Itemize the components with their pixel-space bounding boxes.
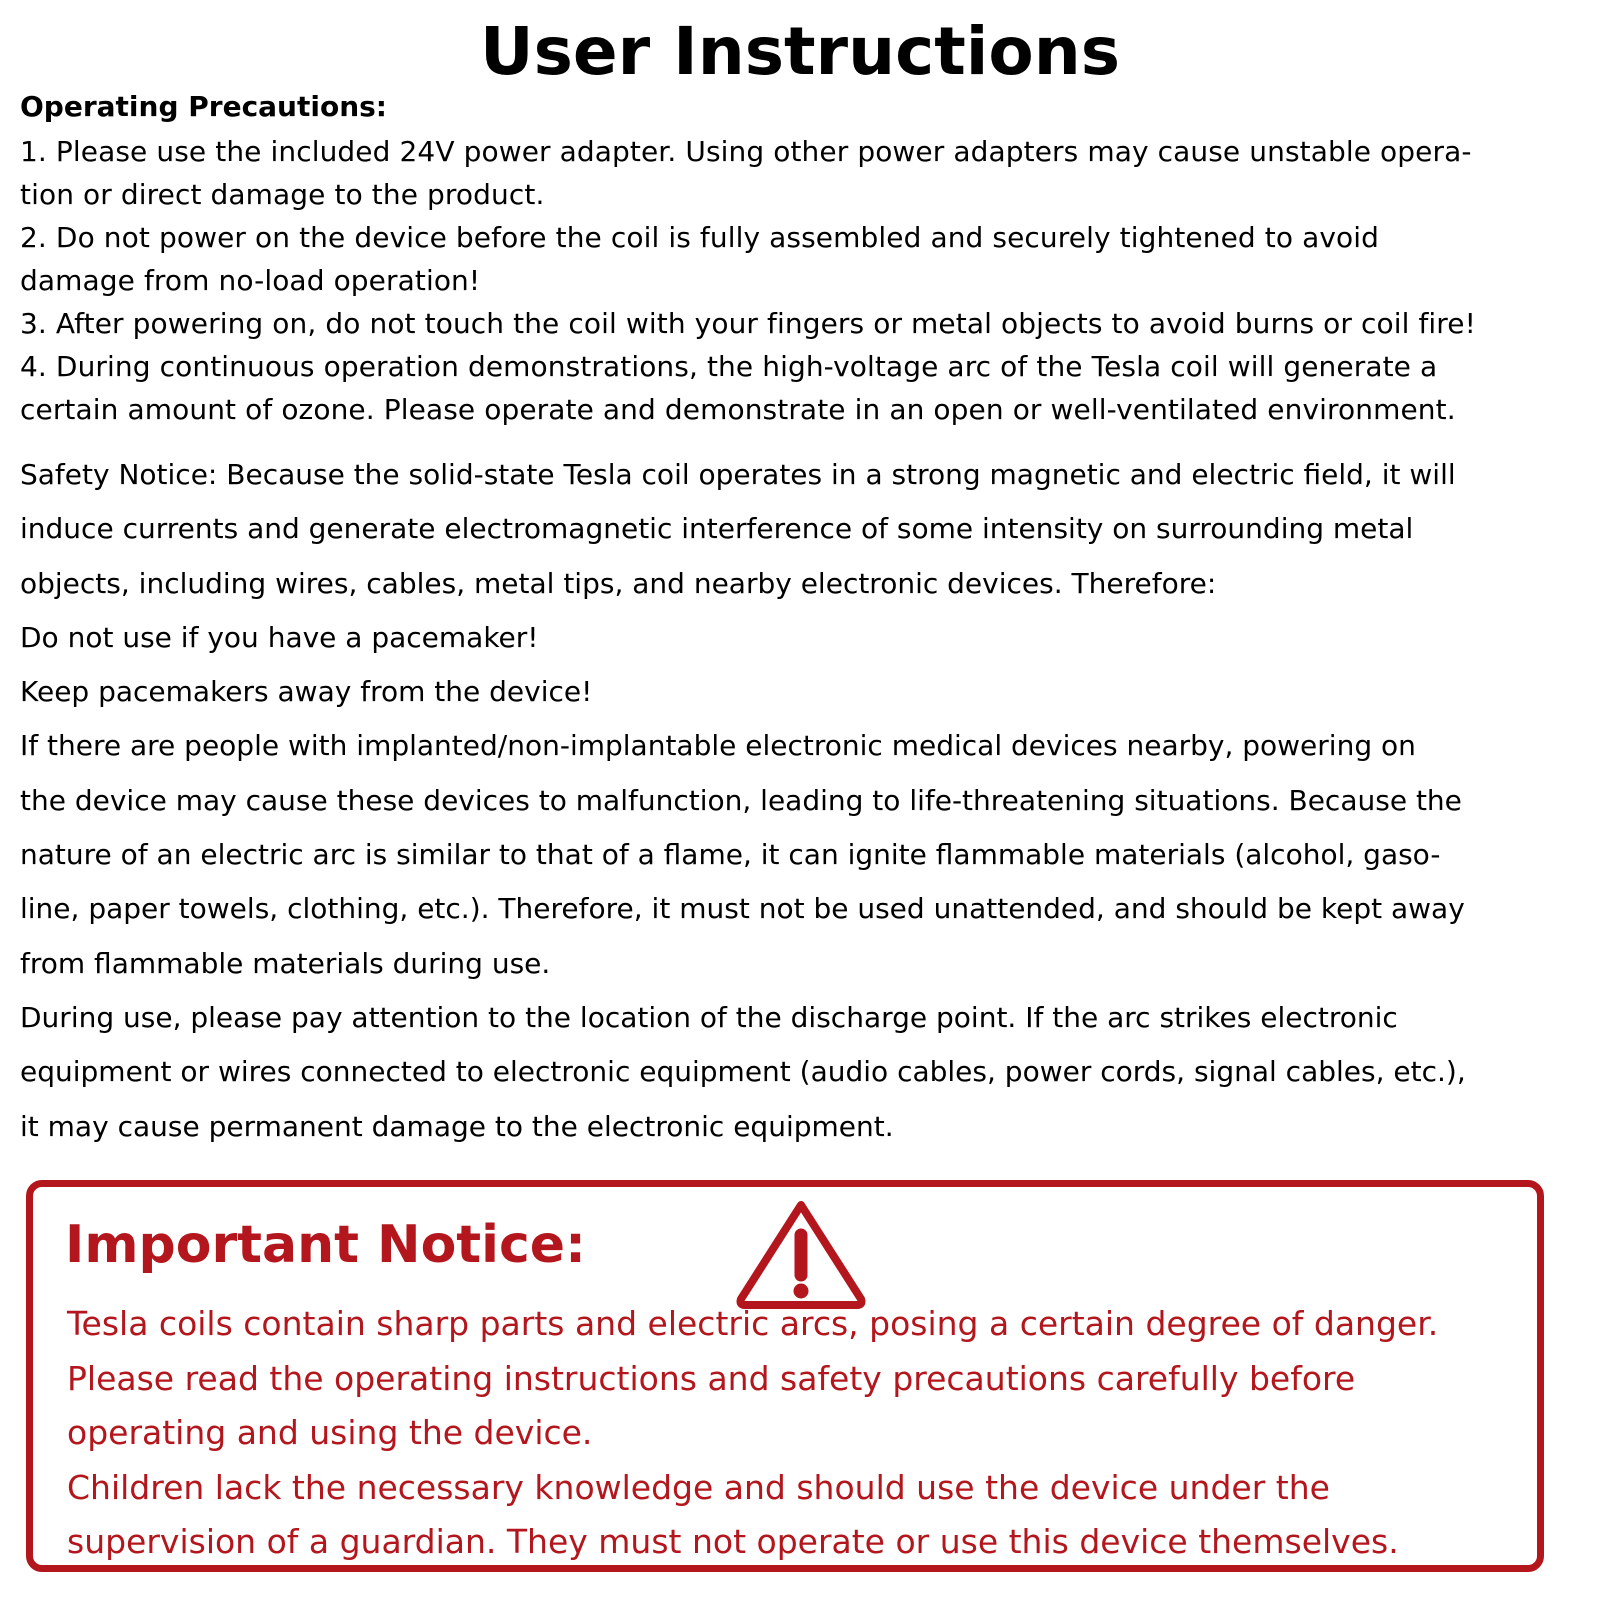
important-notice-line: supervision of a guardian. They must not operate or use this device themselves. <box>67 1522 1399 1561</box>
safety-notice-line: the device may cause these devices to malfunction, leading to life-threatening situations. Because the <box>20 783 1462 817</box>
safety-notice-line: objects, including wires, cables, metal tips, and nearby electronic devices. Therefore: <box>20 566 1217 600</box>
safety-notice-line: If there are people with implanted/non-implantable electronic medical devices nearby, powering on <box>20 729 1416 763</box>
precaution-line: 2. Do not power on the device before the coil is fully assembled and securely tightened to avoid <box>20 221 1379 254</box>
precaution-line: 3. After powering on, do not touch the coil with your fingers or metal objects to avoid burns or coil fire! <box>20 307 1476 340</box>
precaution-line: damage from no-load operation! <box>20 264 481 297</box>
precaution-line: 4. During continuous operation demonstrations, the high-voltage arc of the Tesla coil will generate a <box>20 350 1438 383</box>
important-notice-box <box>26 1180 1544 1572</box>
important-notice-line: Please read the operating instructions and safety precautions carefully before <box>67 1358 1356 1398</box>
important-notice-line: operating and using the device. <box>67 1413 593 1452</box>
important-notice-line: Children lack the necessary knowledge and should use the device under the <box>67 1467 1330 1507</box>
warning-triangle-icon <box>733 1197 869 1311</box>
safety-notice-line: induce currents and generate electromagnetic interference of some intensity on surrounding metal <box>20 512 1414 546</box>
safety-notice-line: from flammable materials during use. <box>20 946 551 980</box>
precaution-line: tion or direct damage to the product. <box>20 178 545 211</box>
important-notice-body <box>67 1297 1527 1570</box>
safety-notice-line: Safety Notice: Because the solid-state Tesla coil operates in a strong magnetic and electric field, it will <box>20 458 1456 491</box>
pacemaker-warning-line: Keep pacemakers away from the device! <box>20 675 593 709</box>
safety-notice-line: it may cause permanent damage to the electronic equipment. <box>20 1109 894 1143</box>
operating-precautions-heading: Operating Precautions: <box>20 90 388 123</box>
page-title: User Instructions <box>480 13 1120 90</box>
precaution-line: 1. Please use the included 24V power adapter. Using other power adapters may cause unstable opera- <box>20 135 1472 168</box>
safety-notice-section <box>20 448 1590 1154</box>
safety-notice-line: equipment or wires connected to electronic equipment (audio cables, power cords, signal cables, etc.), <box>20 1055 1466 1089</box>
precaution-line: certain amount of ozone. Please operate and demonstrate in an open or well-ventilated environment. <box>20 393 1456 426</box>
safety-notice-line: nature of an electric arc is similar to that of a flame, it can ignite flammable materials (alcohol, gaso- <box>20 838 1441 872</box>
pacemaker-warning-line: Do not use if you have a pacemaker! <box>20 620 539 654</box>
important-notice-line: Tesla coils contain sharp parts and electric arcs, posing a certain degree of danger. <box>67 1304 1439 1343</box>
safety-notice-line: line, paper towels, clothing, etc.). Therefore, it must not be used unattended, and should be kept away <box>20 892 1465 926</box>
safety-notice-line: During use, please pay attention to the location of the discharge point. If the arc strikes electronic <box>20 1000 1398 1034</box>
operating-precautions-section <box>20 86 1590 431</box>
important-notice-heading: Important Notice: <box>65 1215 586 1275</box>
